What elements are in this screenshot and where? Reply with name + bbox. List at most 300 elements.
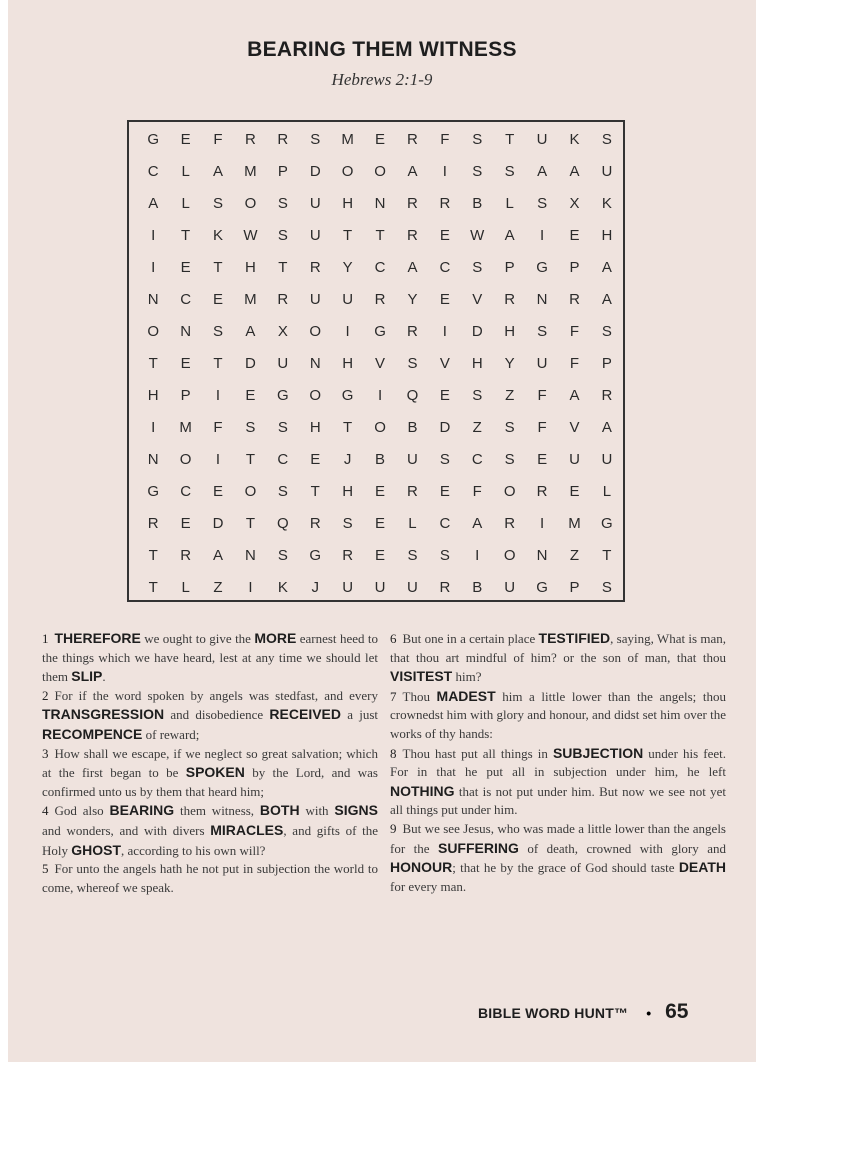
grid-letter: U — [536, 130, 548, 148]
grid-letter: O — [374, 418, 386, 436]
verse-number: 7 — [390, 688, 397, 704]
grid-row — [137, 283, 623, 315]
verse-text: for every man. — [390, 878, 467, 894]
search-word: SPOKEN — [185, 764, 245, 781]
grid-letter: E — [375, 130, 386, 148]
verse-text: by the Lord, and was confirmed unto us by them that heard him; — [42, 765, 378, 799]
grid-letter: F — [537, 418, 547, 436]
grid-letter: E — [375, 546, 386, 564]
grid-letter: I — [151, 258, 156, 276]
grid-letter: P — [180, 386, 191, 404]
grid-letter: E — [213, 290, 224, 308]
grid-letter: S — [439, 450, 450, 468]
grid-letter: N — [536, 546, 548, 564]
grid-letter: H — [245, 258, 256, 276]
grid-letter: B — [472, 578, 483, 596]
grid-letter: T — [602, 546, 612, 564]
grid-letter: O — [341, 162, 354, 180]
grid-letter: E — [375, 482, 386, 500]
grid-letter: S — [504, 450, 515, 468]
verse-text: God also — [54, 803, 110, 819]
grid-letter: P — [277, 162, 288, 180]
search-word: DEATH — [678, 859, 726, 876]
grid-letter: O — [244, 482, 257, 500]
verse-text: and disobedience — [164, 707, 270, 723]
grid-letter: U — [309, 194, 321, 212]
verse-text: that is not put under him. But now we see not yet all things put under him. — [390, 783, 726, 818]
verse-text: For unto the angels hath he not put in subjection the world to come, whereof we speak. — [42, 861, 378, 895]
grid-letter: U — [309, 226, 321, 244]
grid-letter: E — [180, 354, 191, 372]
grid-letter: I — [215, 386, 221, 404]
grid-letter: I — [377, 386, 383, 404]
grid-letter: C — [439, 514, 451, 532]
verse-text: Thou — [402, 688, 437, 704]
grid-letter: O — [374, 162, 386, 180]
grid-letter: O — [503, 546, 516, 564]
grid-letter: H — [147, 386, 159, 404]
grid-letter: Y — [407, 290, 418, 308]
scripture-reference: Hebrews 2:1-9 — [331, 70, 433, 89]
verse-text: him? — [452, 669, 482, 685]
grid-letter: C — [277, 450, 289, 468]
verse-number: 5 — [42, 861, 49, 877]
grid-letter: G — [536, 578, 548, 596]
grid-letter: M — [568, 514, 581, 532]
verse-number: 2 — [42, 687, 49, 703]
grid-letter: P — [569, 578, 580, 596]
grid-letter: U — [277, 354, 289, 372]
grid-letter: A — [407, 162, 418, 180]
verse — [390, 687, 726, 744]
grid-letter: P — [504, 258, 515, 276]
grid-row — [137, 251, 623, 283]
grid-letter: R — [147, 514, 159, 532]
search-word: TESTIFIED — [538, 630, 611, 646]
grid-letter: U — [504, 578, 516, 596]
grid-letter: B — [472, 194, 483, 212]
grid-letter: S — [277, 482, 288, 500]
grid-letter: R — [439, 578, 451, 596]
verse-text: them witness, — [174, 803, 260, 819]
verse-text: , and gifts of the Holy — [42, 822, 379, 858]
grid-letter: A — [569, 386, 580, 404]
grid-row — [137, 315, 623, 347]
verse — [390, 629, 726, 687]
verse — [42, 860, 378, 897]
grid-letter: R — [407, 322, 418, 340]
grid-letter: R — [277, 290, 289, 308]
grid-letter: T — [245, 450, 255, 468]
grid-letter: Z — [472, 418, 482, 436]
grid-letter: S — [342, 514, 353, 532]
search-word: THEREFORE — [54, 630, 141, 646]
search-word: MORE — [254, 630, 297, 646]
grid-letter: P — [569, 258, 580, 276]
grid-letter: T — [148, 578, 158, 596]
grid-letter: U — [309, 290, 321, 308]
grid-letter: A — [601, 418, 612, 436]
grid-letter: H — [601, 226, 613, 244]
verse-text: of reward; — [142, 726, 200, 742]
verse — [42, 745, 378, 802]
grid-letter: A — [601, 258, 612, 276]
grid-letter: V — [472, 290, 483, 308]
verse-text: under his feet. For in that he put all in subjection under him, he left — [390, 745, 726, 780]
grid-letter: N — [309, 354, 321, 372]
grid-letter: I — [442, 322, 447, 340]
grid-row — [137, 507, 623, 539]
verse-text: and wonders, and with divers — [42, 822, 211, 838]
grid-letter: S — [537, 322, 548, 340]
series-name: BIBLE WORD HUNT™ — [478, 1005, 629, 1021]
grid-letter: C — [180, 290, 192, 308]
grid-letter: N — [147, 290, 159, 308]
grid-letter: F — [440, 130, 450, 148]
grid-row — [137, 187, 623, 219]
grid-letter: T — [375, 226, 385, 244]
search-word: TRANSGRESSION — [42, 706, 165, 723]
grid-rows — [129, 122, 623, 603]
grid-letter: R — [407, 194, 418, 212]
verse-text: a just — [341, 707, 378, 723]
grid-letter: S — [213, 322, 224, 340]
verse-number: 6 — [390, 631, 397, 646]
grid-letter: E — [439, 482, 450, 500]
grid-letter: I — [539, 226, 545, 244]
grid-letter: F — [213, 418, 223, 436]
verse-number: 8 — [390, 745, 397, 761]
grid-letter: T — [213, 258, 223, 276]
grid-letter: M — [244, 290, 257, 308]
grid-letter: R — [439, 194, 451, 212]
grid-letter: R — [601, 386, 613, 404]
grid-letter: A — [407, 258, 418, 276]
grid-letter: S — [439, 546, 450, 564]
grid-letter: R — [180, 546, 192, 564]
grid-letter: O — [309, 322, 322, 340]
grid-letter: I — [151, 226, 156, 244]
grid-letter: I — [475, 546, 480, 564]
verse — [42, 801, 378, 860]
page-footer — [478, 1000, 724, 1024]
grid-letter: R — [407, 130, 418, 148]
grid-letter: R — [504, 514, 516, 532]
grid-letter: E — [439, 226, 450, 244]
grid-letter: A — [472, 514, 483, 532]
grid-letter: O — [179, 450, 192, 468]
grid-letter: A — [245, 322, 256, 340]
verse-text: ; that he by the grace of God should taste — [452, 860, 679, 876]
grid-letter: S — [601, 130, 612, 148]
verse-number: 3 — [42, 745, 49, 761]
grid-letter: F — [537, 386, 547, 404]
grid-letter: E — [537, 450, 548, 468]
grid-letter: R — [309, 514, 321, 532]
bullet-separator: • — [646, 1005, 652, 1021]
grid-letter: S — [277, 546, 288, 564]
grid-letter: R — [407, 482, 418, 500]
grid-letter: N — [374, 194, 386, 212]
grid-letter: L — [505, 194, 514, 212]
grid-letter: R — [374, 290, 386, 308]
search-word: MIRACLES — [210, 821, 284, 838]
grid-letter: F — [569, 354, 580, 372]
grid-letter: H — [342, 354, 354, 372]
search-word: SUFFERING — [437, 839, 519, 856]
grid-letter: S — [407, 546, 418, 564]
grid-letter: T — [245, 514, 255, 532]
grid-letter: U — [569, 450, 580, 468]
search-word: GHOST — [71, 841, 122, 858]
grid-letter: U — [536, 354, 548, 372]
grid-letter: I — [345, 322, 350, 340]
grid-letter: I — [442, 162, 447, 180]
grid-letter: H — [309, 418, 321, 436]
grid-letter: R — [536, 482, 548, 500]
grid-row — [137, 379, 623, 411]
grid-letter: S — [277, 226, 288, 244]
grid-letter: J — [311, 578, 319, 596]
grid-letter: R — [309, 258, 321, 276]
grid-letter: M — [179, 418, 192, 436]
search-word: VISITEST — [390, 668, 453, 685]
grid-letter: K — [277, 578, 288, 596]
grid-letter: X — [569, 194, 580, 212]
verse-text: Thou hast put all things in — [402, 745, 553, 761]
grid-letter: R — [245, 130, 256, 148]
grid-letter: L — [408, 514, 417, 532]
grid-letter: O — [309, 386, 322, 404]
grid-letter: U — [601, 162, 613, 180]
grid-letter: A — [601, 290, 612, 308]
grid-row — [137, 539, 623, 571]
grid-letter: A — [569, 162, 580, 180]
grid-letter: U — [342, 290, 354, 308]
grid-letter: G — [601, 514, 613, 532]
search-word: HONOUR — [390, 859, 453, 876]
grid-letter: Y — [504, 354, 515, 372]
grid-letter: T — [505, 130, 515, 148]
grid-letter: G — [147, 130, 160, 148]
grid-letter: G — [341, 386, 354, 404]
grid-letter: T — [278, 258, 288, 276]
verse-text: But we see Jesus, who was made a little lower than the angels for the — [390, 820, 726, 856]
grid-letter: S — [504, 418, 515, 436]
grid-letter: M — [244, 162, 257, 180]
grid-letter: A — [213, 546, 224, 564]
grid-letter: C — [180, 482, 192, 500]
grid-letter: L — [602, 482, 612, 500]
grid-letter: O — [503, 482, 516, 500]
grid-letter: S — [310, 130, 321, 148]
grid-row — [137, 475, 623, 507]
verse-text: How shall we escape, if we neglect so great salvation; which at the first began to be — [42, 745, 378, 781]
grid-letter: R — [342, 546, 354, 564]
grid-letter: F — [569, 322, 580, 340]
grid-letter: T — [181, 226, 191, 244]
grid-letter: F — [472, 482, 482, 500]
search-word: SUBJECTION — [552, 744, 644, 761]
grid-letter: T — [148, 354, 158, 372]
grid-letter: C — [147, 162, 159, 180]
search-word: NOTHING — [390, 782, 455, 799]
grid-letter: C — [471, 450, 483, 468]
grid-letter: K — [569, 130, 580, 148]
grid-letter: R — [504, 290, 516, 308]
grid-letter: S — [277, 194, 288, 212]
grid-letter: W — [470, 226, 485, 244]
grid-letter: D — [309, 162, 321, 180]
grid-letter: E — [245, 386, 256, 404]
verse-text: For if the word spoken by angels was stedfast, and every — [54, 687, 378, 703]
grid-letter: Y — [342, 258, 353, 276]
grid-letter: R — [407, 226, 418, 244]
grid-letter: T — [310, 482, 320, 500]
grid-letter: K — [213, 226, 224, 244]
grid-letter: Z — [505, 386, 515, 404]
grid-letter: K — [601, 194, 612, 212]
grid-letter: S — [537, 194, 548, 212]
grid-letter: A — [537, 162, 548, 180]
grid-letter: Z — [569, 546, 580, 564]
grid-letter: S — [472, 130, 483, 148]
grid-letter: Q — [406, 386, 419, 404]
grid-letter: E — [569, 482, 580, 500]
grid-letter: S — [472, 258, 483, 276]
grid-letter: B — [407, 418, 418, 436]
grid-row — [137, 155, 623, 187]
grid-letter: A — [504, 226, 515, 244]
grid-letter: T — [343, 226, 353, 244]
verse-text: But one in a certain place — [402, 631, 539, 646]
grid-letter: Q — [276, 514, 289, 532]
grid-letter: S — [277, 418, 288, 436]
verse-text: him a little lower than the angels; thou crownedst him with glory and honour, and didst set him over the works of thy hands: — [390, 688, 726, 741]
grid-letter: D — [439, 418, 451, 436]
grid-letter: A — [148, 194, 159, 212]
grid-letter: U — [407, 450, 418, 468]
verse — [42, 629, 378, 687]
grid-row — [137, 443, 623, 475]
grid-letter: N — [245, 546, 256, 564]
search-word: MADEST — [436, 687, 496, 704]
page-number: 65 — [665, 1000, 689, 1023]
grid-letter: G — [147, 482, 160, 500]
grid-letter: S — [472, 162, 483, 180]
grid-letter: H — [342, 194, 354, 212]
book-page — [8, 0, 756, 1062]
grid-letter: A — [213, 162, 224, 180]
grid-letter: D — [212, 514, 224, 532]
search-word: RECOMPENCE — [42, 725, 143, 742]
grid-letter: G — [276, 386, 289, 404]
grid-letter: G — [374, 322, 386, 340]
grid-row — [137, 123, 623, 155]
grid-letter: U — [342, 578, 354, 596]
grid-letter: S — [601, 322, 612, 340]
grid-letter: S — [407, 354, 418, 372]
grid-letter: G — [536, 258, 548, 276]
grid-letter: V — [569, 418, 580, 436]
grid-letter: U — [407, 578, 418, 596]
grid-letter: V — [375, 354, 386, 372]
grid-letter: L — [181, 194, 190, 212]
verse-text: of death, crowned with glory and — [518, 840, 726, 856]
verse-number: 4 — [42, 803, 49, 819]
verse — [390, 820, 726, 896]
grid-letter: R — [569, 290, 580, 308]
grid-letter: N — [180, 322, 192, 340]
grid-letter: I — [151, 418, 156, 436]
grid-letter: D — [245, 354, 256, 372]
grid-letter: U — [374, 578, 386, 596]
verse — [42, 687, 378, 745]
grid-letter: M — [341, 130, 354, 148]
grid-row — [137, 571, 623, 603]
grid-letter: U — [601, 450, 613, 468]
verse-text: , according to his own will? — [121, 842, 266, 858]
verse-number: 9 — [390, 820, 397, 836]
grid-letter: E — [439, 386, 450, 404]
grid-letter: E — [180, 130, 191, 148]
grid-letter: I — [215, 450, 221, 468]
verse-text: with — [299, 803, 335, 819]
search-word: SIGNS — [334, 802, 378, 819]
grid-letter: C — [439, 258, 451, 276]
verse-number: 1 — [42, 631, 49, 646]
grid-row — [137, 219, 623, 251]
grid-letter: W — [243, 226, 258, 244]
grid-letter: P — [601, 354, 612, 372]
grid-letter: O — [147, 322, 160, 340]
grid-letter: L — [181, 162, 190, 180]
grid-letter: V — [439, 354, 450, 372]
grid-letter: J — [343, 450, 352, 468]
grid-row — [137, 347, 623, 379]
grid-letter: I — [248, 578, 253, 596]
grid-row — [137, 411, 623, 443]
grid-letter: T — [148, 546, 158, 564]
verse-text: . — [102, 669, 106, 685]
grid-letter: C — [374, 258, 386, 276]
search-word: SLIP — [71, 668, 103, 685]
grid-letter: E — [439, 290, 450, 308]
grid-letter: E — [375, 514, 386, 532]
grid-letter: E — [180, 514, 191, 532]
grid-letter: T — [213, 354, 223, 372]
grid-letter: F — [213, 130, 223, 148]
grid-letter: S — [213, 194, 224, 212]
search-word: BEARING — [109, 802, 175, 819]
verses-right-column — [390, 629, 726, 896]
grid-letter: I — [539, 514, 545, 532]
grid-letter: X — [277, 322, 288, 340]
verses-left-column — [42, 629, 378, 897]
grid-letter: E — [180, 258, 191, 276]
grid-letter: D — [471, 322, 483, 340]
search-word: BOTH — [259, 802, 300, 819]
grid-letter: Z — [213, 578, 223, 596]
grid-letter: E — [310, 450, 321, 468]
grid-letter: E — [213, 482, 224, 500]
verse-text: we ought to give the — [140, 631, 255, 646]
grid-letter: S — [601, 578, 612, 596]
grid-letter: L — [181, 578, 190, 596]
verse-text: , saying, What is man, that thou art mindful of him? or the son of man, that thou — [390, 631, 726, 665]
grid-letter: N — [536, 290, 548, 308]
puzzle-title: BEARING THEM WITNESS — [247, 38, 517, 61]
